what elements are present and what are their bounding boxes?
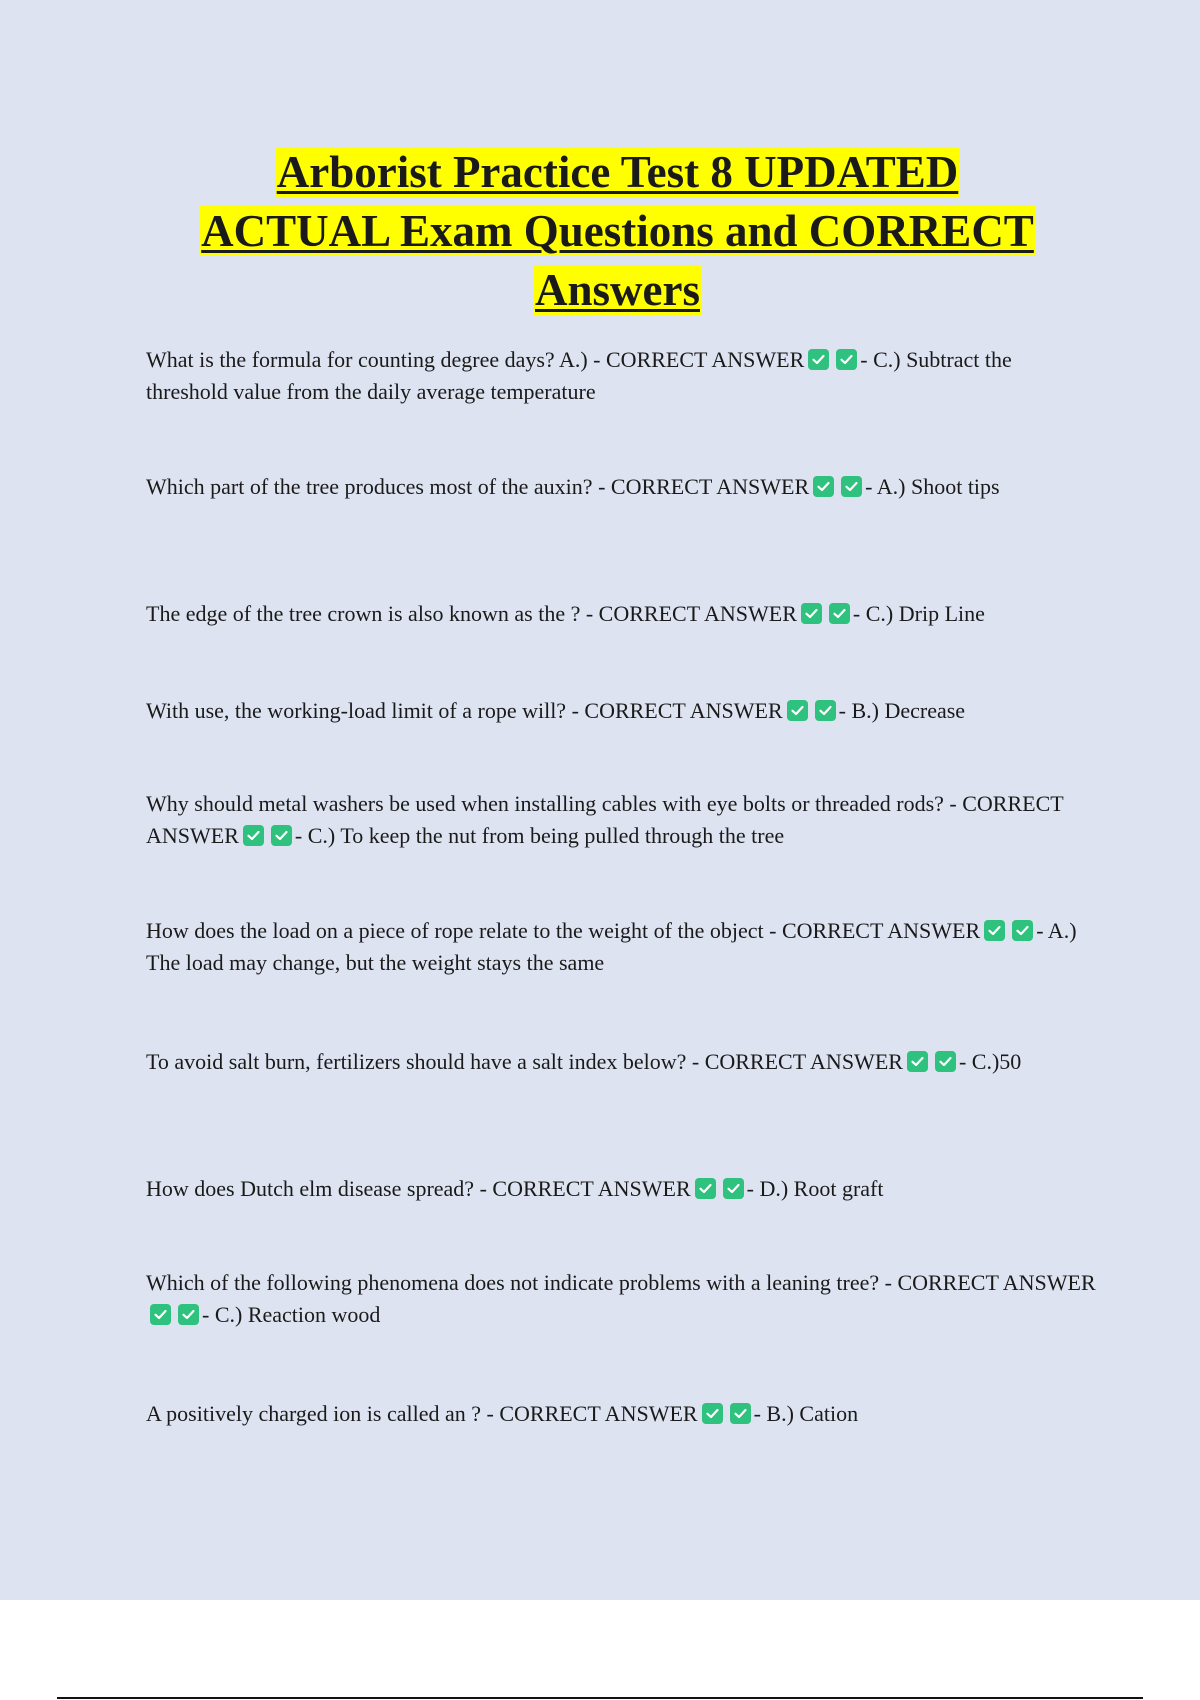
qa-item	[146, 344, 1096, 408]
qa-item	[146, 915, 1096, 979]
question-text: How does Dutch elm disease spread? - CORRECT ANSWER	[146, 1176, 691, 1201]
check-box-icon	[935, 1051, 956, 1072]
qa-item	[146, 471, 1096, 503]
check-box-icon	[907, 1051, 928, 1072]
answer-text: - A.) Shoot tips	[865, 474, 1000, 499]
check-box-icon	[243, 825, 264, 846]
footer-divider	[57, 1697, 1143, 1699]
answer-text: - B.) Decrease	[838, 698, 966, 723]
check-box-icon	[841, 476, 862, 497]
question-text: A positively charged ion is called an ? - CORRECT ANSWER	[146, 1401, 698, 1426]
check-box-icon	[813, 476, 834, 497]
check-box-icon	[1012, 920, 1033, 941]
qa-item	[146, 1173, 1096, 1205]
question-text: Why should metal washers be used when installing cables with eye bolts or threaded rods? - CORRECT ANSWER	[146, 791, 1064, 848]
title-line-3: Answers	[535, 265, 700, 315]
qa-item	[146, 788, 1096, 852]
check-box-icon	[695, 1178, 716, 1199]
question-text: What is the formula for counting degree days? A.) - CORRECT ANSWER	[146, 347, 805, 372]
qa-item	[146, 598, 1096, 630]
question-text: Which part of the tree produces most of the auxin? - CORRECT ANSWER	[146, 474, 810, 499]
answer-text: - C.)50	[958, 1049, 1022, 1074]
question-text: Which of the following phenomena does not indicate problems with a leaning tree? - CORRECT ANSWER	[146, 1270, 1096, 1295]
title-line-1: Arborist Practice Test 8 UPDATED	[276, 147, 959, 197]
check-box-icon	[808, 349, 829, 370]
qa-item	[146, 695, 1096, 727]
check-box-icon	[723, 1178, 744, 1199]
qa-item	[146, 1398, 1096, 1430]
check-box-icon	[702, 1403, 723, 1424]
question-text: With use, the working-load limit of a rope will? - CORRECT ANSWER	[146, 698, 783, 723]
check-box-icon	[815, 700, 836, 721]
qa-item	[146, 1267, 1096, 1331]
answer-text: - D.) Root graft	[746, 1176, 884, 1201]
check-box-icon	[787, 700, 808, 721]
question-text: To avoid salt burn, fertilizers should have a salt index below? - CORRECT ANSWER	[146, 1049, 903, 1074]
title-line-2: ACTUAL Exam Questions and CORRECT	[201, 206, 1034, 256]
answer-text: - C.) To keep the nut from being pulled through the tree	[294, 823, 785, 848]
question-text: How does the load on a piece of rope relate to the weight of the object - CORRECT ANSWER	[146, 918, 981, 943]
check-box-icon	[271, 825, 292, 846]
check-box-icon	[178, 1304, 199, 1325]
question-text: The edge of the tree crown is also known as the ? - CORRECT ANSWER	[146, 601, 797, 626]
answer-text: - C.) Reaction wood	[202, 1302, 381, 1327]
check-box-icon	[150, 1304, 171, 1325]
answer-text: - A.) The load may change, but the weight stays the same	[146, 918, 1077, 975]
check-box-icon	[984, 920, 1005, 941]
page-title	[130, 143, 1105, 320]
check-box-icon	[730, 1403, 751, 1424]
check-box-icon	[801, 603, 822, 624]
answer-text: - C.) Subtract the threshold value from the daily average temperature	[146, 347, 1012, 404]
check-box-icon	[829, 603, 850, 624]
qa-item	[146, 1046, 1096, 1078]
answer-text: - B.) Cation	[753, 1401, 859, 1426]
check-box-icon	[836, 349, 857, 370]
answer-text: - C.) Drip Line	[852, 601, 985, 626]
